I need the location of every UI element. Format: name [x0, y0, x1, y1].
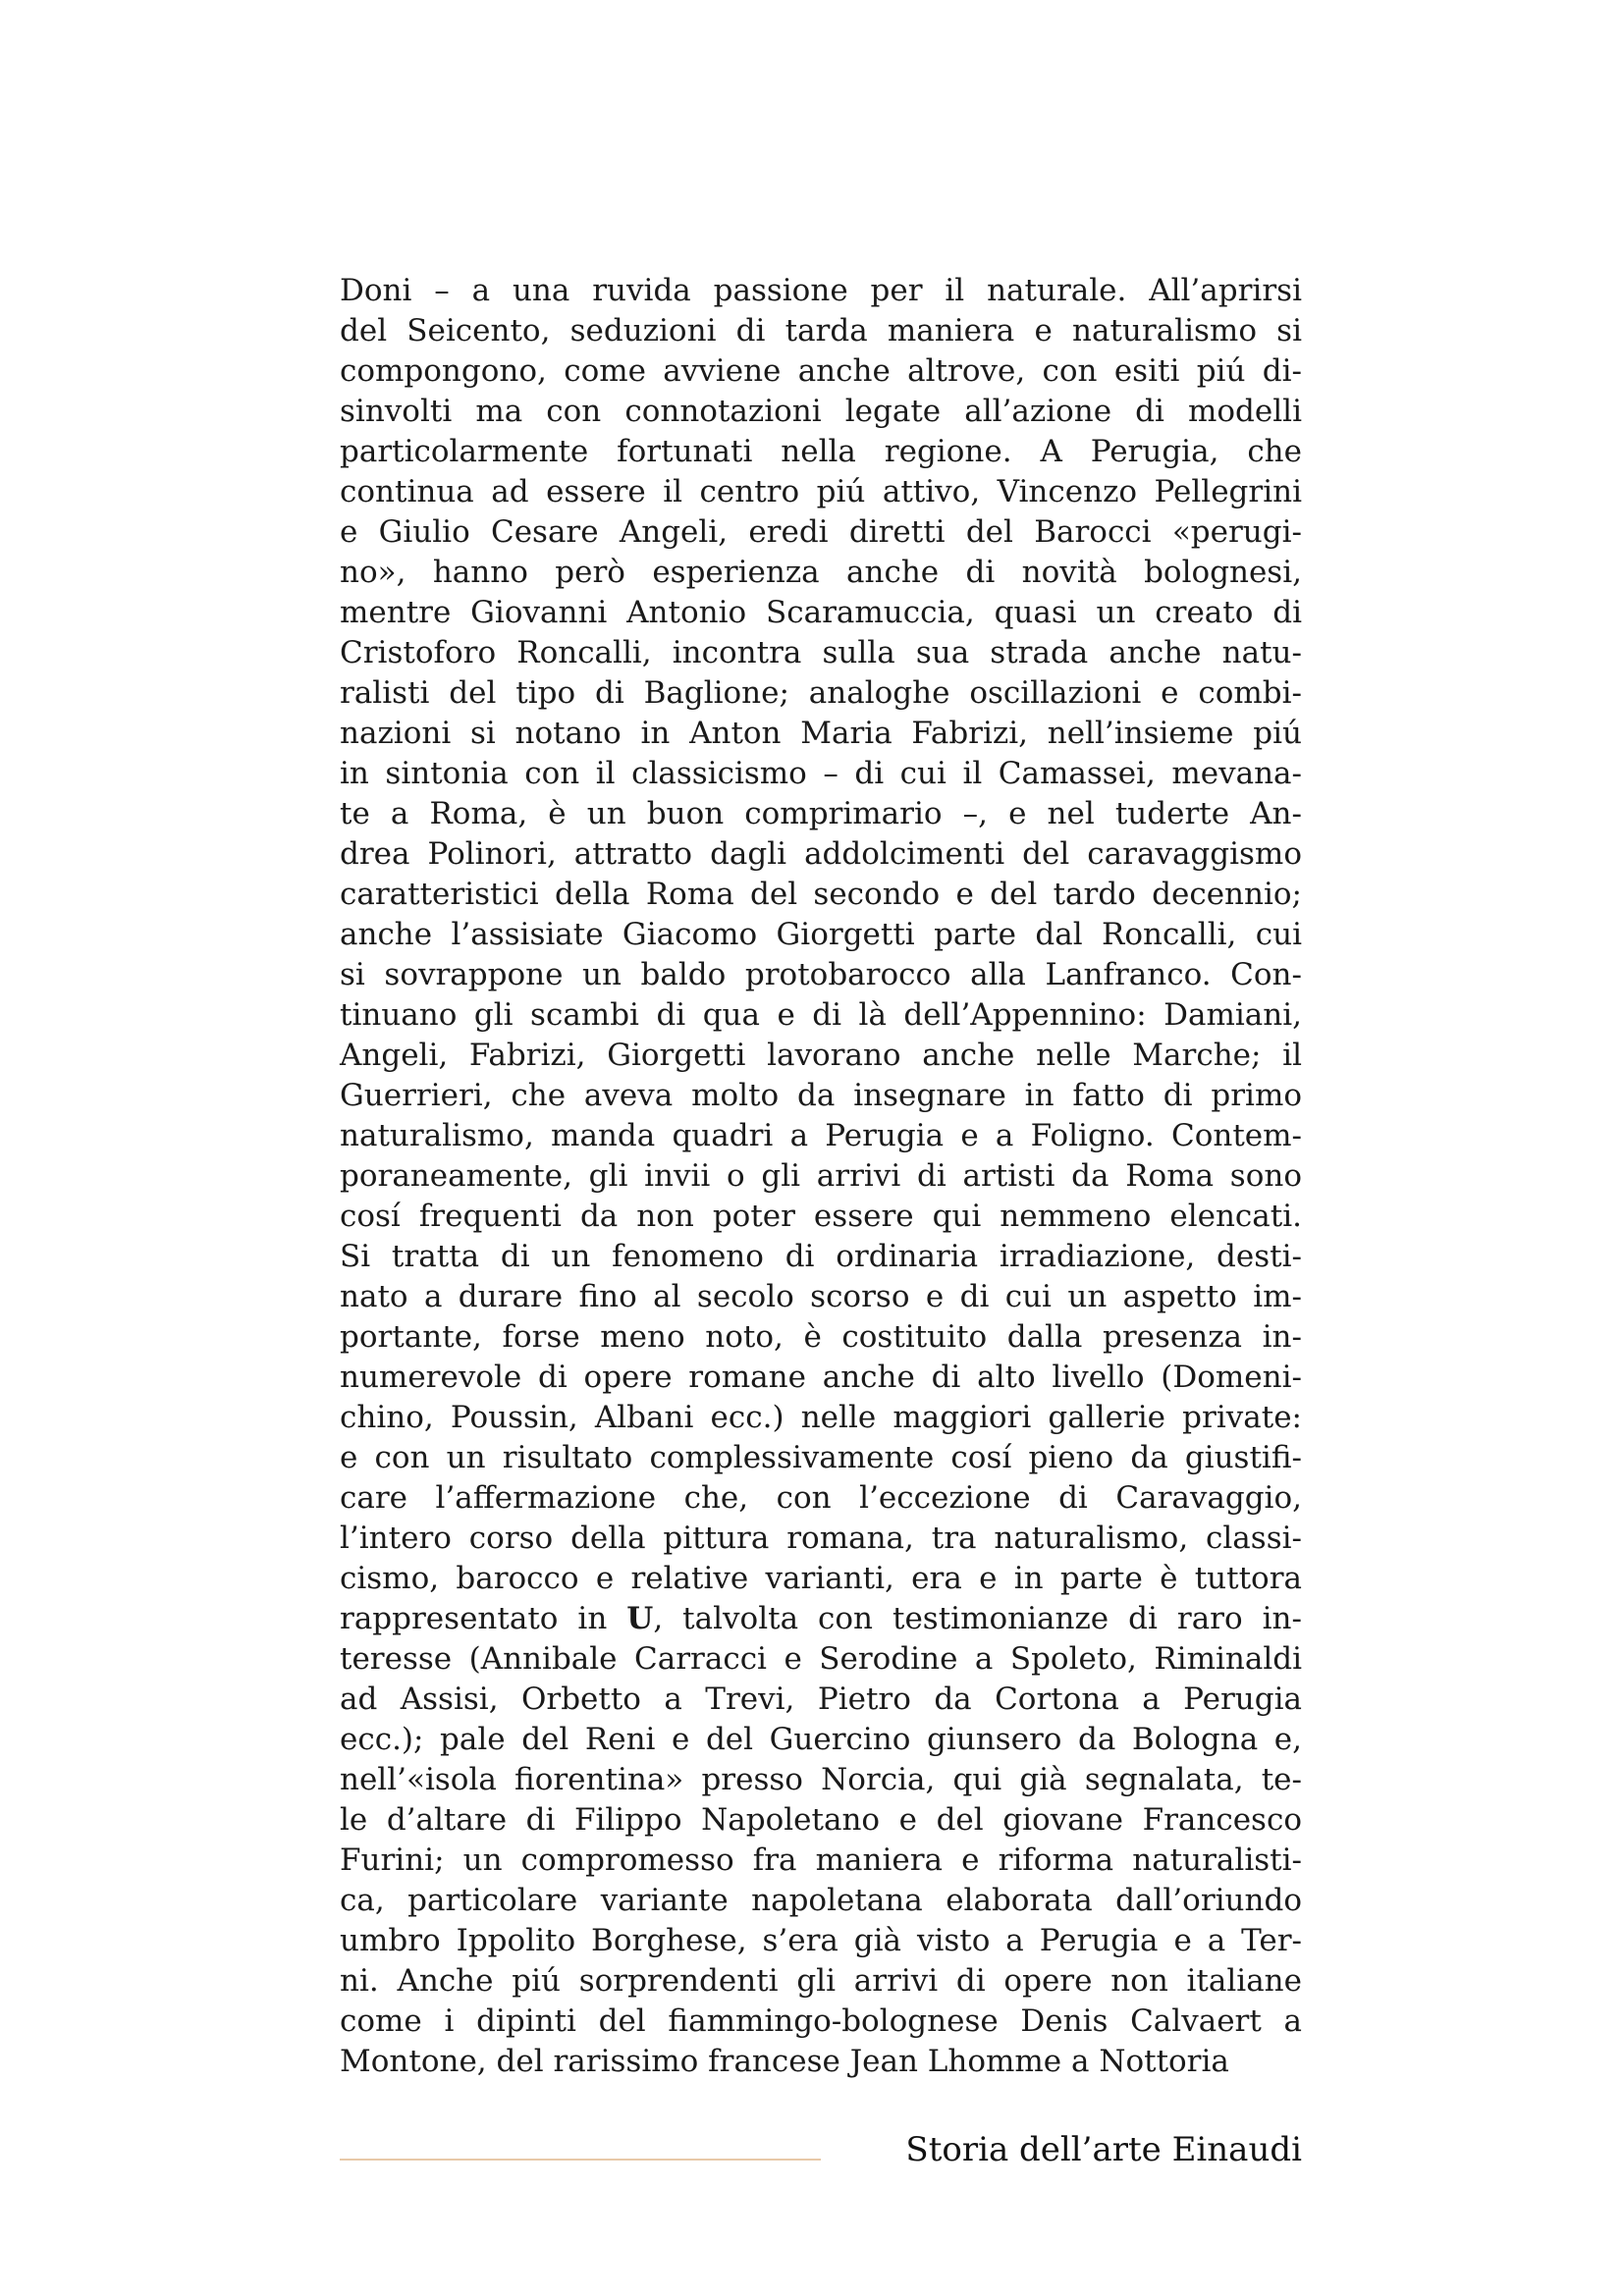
text-line: ni. Anche piú sorprendenti gli arrivi di opere non italiane: [340, 1963, 1302, 1999]
text-line: anche l’assisiate Giacomo Giorgetti parte dal Roncalli, cui: [340, 917, 1302, 952]
text-line: sinvolti ma con connotazioni legate all’azione di modelli: [340, 394, 1302, 429]
text-line: si sovrappone un baldo protobarocco alla Lanfranco. Con-: [340, 957, 1302, 992]
footer-title: Storia dell’arte Einaudi: [905, 2130, 1302, 2169]
text-line: del Seicento, seduzioni di tarda maniera e naturalismo si: [340, 313, 1302, 348]
text-line: naturalismo, manda quadri a Perugia e a Foligno. Contem-: [340, 1118, 1302, 1153]
text-line: cismo, barocco e relative varianti, era e in parte è tuttora: [340, 1561, 1302, 1596]
text-line: e con un risultato complessivamente cosí pieno da giustifi-: [340, 1440, 1302, 1475]
text-line: ad Assisi, Orbetto a Trevi, Pietro da Cortona a Perugia: [340, 1682, 1302, 1717]
text-line: Guerrieri, che aveva molto da insegnare in fatto di primo: [340, 1078, 1302, 1113]
text-line: Montone, del rarissimo francese Jean Lhomme a Nottoria: [340, 2044, 1229, 2079]
text-line: come i dipinti del fiammingo-bolognese Denis Calvaert a: [340, 2003, 1302, 2039]
footer-rule: [340, 2159, 821, 2161]
text-line: particolarmente fortunati nella regione. A Perugia, che: [340, 434, 1302, 469]
text-segment: , talvolta con testimonianze di raro in-: [653, 1601, 1302, 1636]
text-line: no», hanno però esperienza anche di novità bolognesi,: [340, 555, 1302, 590]
text-line-abbreviation: [340, 1599, 1302, 1639]
text-line: ecc.); pale del Reni e del Guercino giunsero da Bologna e,: [340, 1722, 1302, 1757]
text-line: Cristoforo Roncalli, incontra sulla sua strada anche natu-: [340, 635, 1302, 670]
text-line: ca, particolare variante napoletana elaborata dall’oriundo: [340, 1883, 1302, 1918]
text-line: nato a durare fino al secolo scorso e di cui un aspetto im-: [340, 1279, 1302, 1314]
text-line: teresse (Annibale Carracci e Serodine a Spoleto, Riminaldi: [340, 1641, 1302, 1677]
text-line: l’intero corso della pittura romana, tra naturalismo, classi-: [340, 1521, 1302, 1556]
text-line: nazioni si notano in Anton Maria Fabrizi, nell’insieme piú: [340, 716, 1302, 751]
text-line: Doni – a una ruvida passione per il naturale. All’aprirsi: [340, 273, 1302, 308]
text-line: continua ad essere il centro piú attivo, Vincenzo Pellegrini: [340, 474, 1302, 509]
text-line: Si tratta di un fenomeno di ordinaria irradiazione, desti-: [340, 1239, 1302, 1274]
text-line: e Giulio Cesare Angeli, eredi diretti del Barocci «perugi-: [340, 514, 1302, 550]
text-line: nell’«isola fiorentina» presso Norcia, qui già segnalata, te-: [340, 1762, 1302, 1797]
text-line: le d’altare di Filippo Napoletano e del giovane Francesco: [340, 1802, 1302, 1838]
text-line: chino, Poussin, Albani ecc.) nelle maggiori gallerie private:: [340, 1400, 1302, 1435]
umbria-abbreviation: U: [626, 1601, 654, 1636]
text-line: portante, forse meno noto, è costituito dalla presenza in-: [340, 1319, 1302, 1355]
text-line: care l’affermazione che, con l’eccezione di Caravaggio,: [340, 1480, 1302, 1516]
text-line: caratteristici della Roma del secondo e del tardo decennio;: [340, 877, 1302, 912]
text-line: te a Roma, è un buon comprimario –, e nel tuderte An-: [340, 796, 1302, 831]
text-line: drea Polinori, attratto dagli addolcimenti del caravaggismo: [340, 836, 1302, 872]
text-line: poraneamente, gli invii o gli arrivi di artisti da Roma sono: [340, 1158, 1302, 1194]
body-text: [340, 271, 1302, 2082]
text-line: tinuano gli scambi di qua e di là dell’Appennino: Damiani,: [340, 997, 1302, 1033]
text-line: cosí frequenti da non poter essere qui nemmeno elencati.: [340, 1199, 1302, 1234]
text-line: numerevole di opere romane anche di alto livello (Domeni-: [340, 1360, 1302, 1395]
text-line: umbro Ippolito Borghese, s’era già visto a Perugia e a Ter-: [340, 1923, 1302, 1958]
text-segment: rappresentato in: [340, 1601, 627, 1636]
text-line: compongono, come avviene anche altrove, con esiti piú di-: [340, 353, 1302, 389]
text-line: Furini; un compromesso fra maniera e riforma naturalisti-: [340, 1842, 1302, 1878]
text-line: Angeli, Fabrizi, Giorgetti lavorano anche nelle Marche; il: [340, 1038, 1302, 1073]
text-line: ralisti del tipo di Baglione; analoghe oscillazioni e combi-: [340, 675, 1302, 711]
text-line: mentre Giovanni Antonio Scaramuccia, quasi un creato di: [340, 595, 1302, 630]
text-line: in sintonia con il classicismo – di cui il Camassei, mevana-: [340, 756, 1302, 791]
